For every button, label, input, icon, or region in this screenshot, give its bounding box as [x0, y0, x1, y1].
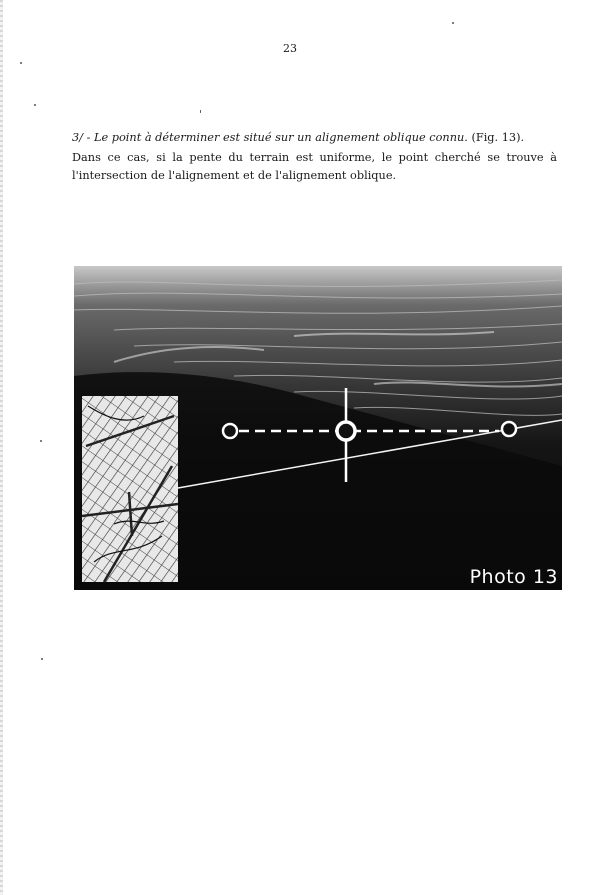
terrain-photo-image	[74, 266, 562, 590]
section-body: Dans ce cas, si la pente du terrain est uniforme, le point cherché se trouve à l'intersection de l'alignement et de l'alignement oblique.	[72, 151, 557, 182]
scan-speck	[41, 658, 43, 660]
scan-speck	[40, 440, 42, 442]
scan-speck	[452, 22, 454, 24]
map-inset	[82, 396, 178, 582]
section-heading	[72, 129, 557, 147]
photo-label: Photo 13	[469, 566, 558, 588]
figure-reference: (Fig. 13).	[471, 131, 525, 144]
scan-speck	[200, 110, 201, 113]
section-heading-number: 3/ -	[72, 131, 91, 144]
alignment-end-marker	[502, 422, 516, 436]
page-binding-edge	[0, 0, 3, 895]
section-heading-title: Le point à déterminer est situé sur un alignement oblique connu.	[94, 131, 468, 144]
terrain-photo	[74, 266, 562, 590]
scan-speck	[34, 104, 36, 106]
scan-speck	[20, 62, 22, 64]
intersection-point-marker	[337, 422, 355, 440]
page-number: 23	[283, 42, 297, 55]
alignment-start-marker	[223, 424, 237, 438]
